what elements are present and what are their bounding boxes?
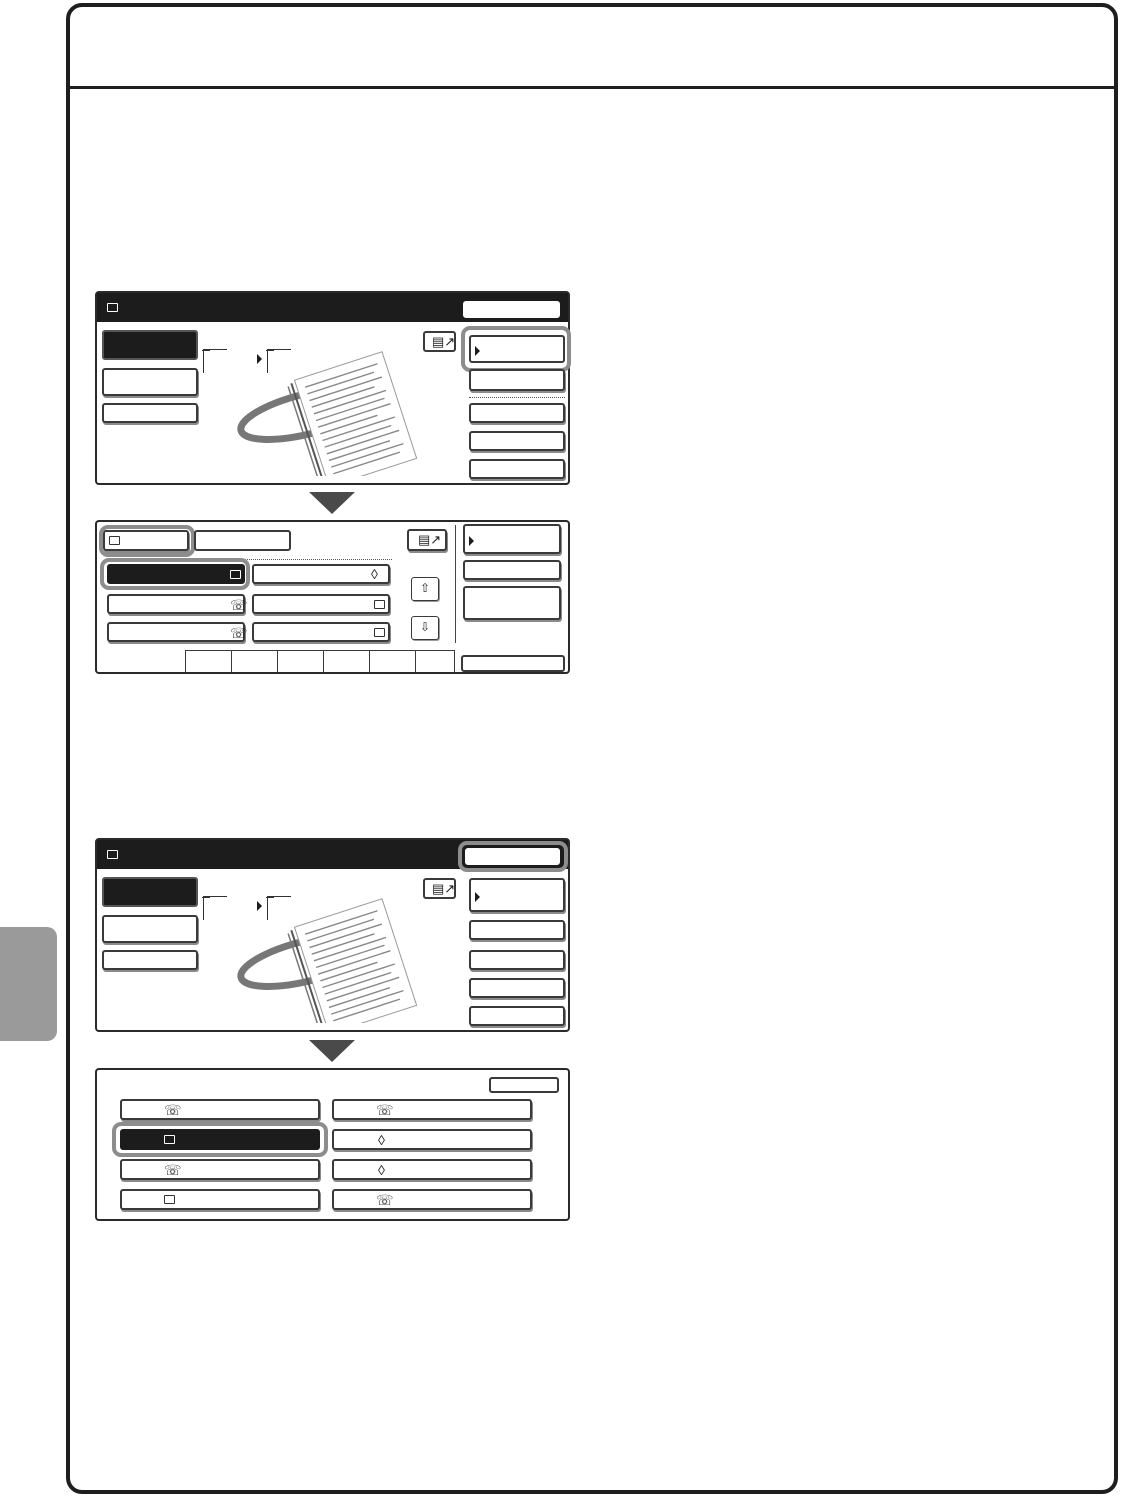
right-divider (455, 525, 456, 643)
right-button-2[interactable] (469, 369, 565, 391)
title-bar (97, 293, 568, 322)
internet-fax-icon: ◊ (378, 1162, 385, 1178)
machine-icon-button[interactable] (423, 878, 456, 899)
down-arrow-icon (309, 1040, 355, 1062)
chapter-tab (0, 927, 57, 1041)
entry-phone-2[interactable] (107, 622, 248, 642)
down-arrow-icon (309, 492, 355, 514)
scroll-up-button[interactable] (411, 577, 439, 601)
index-tab-strip (185, 650, 455, 672)
phone-icon: ☏ (164, 1102, 182, 1118)
machine-icon-button[interactable] (407, 529, 447, 551)
fax-main-screen-1 (95, 291, 570, 485)
scroll-up-icon: ⇧ (420, 581, 431, 595)
separator (469, 397, 565, 398)
right-button-3[interactable] (469, 950, 565, 970)
internet-fax-icon: ◊ (378, 1132, 385, 1148)
side-button-2[interactable] (463, 560, 561, 580)
entry-fax-2[interactable] (252, 622, 390, 642)
machine-icon: ▤↗ (432, 334, 456, 349)
fax-card-icon (374, 628, 385, 637)
phone-icon: ☏ (376, 1192, 394, 1208)
original-page-icon (203, 349, 227, 373)
highlight-selected-entry (100, 558, 250, 590)
fax-main-screen-2 (95, 838, 570, 1032)
right-button-4[interactable] (469, 978, 565, 998)
phone-icon: ☏ (230, 625, 248, 641)
bottom-right-button[interactable] (461, 655, 565, 672)
side-button-1[interactable] (463, 524, 561, 554)
fax-mode-icon (107, 303, 118, 312)
left-menu-button-3[interactable] (102, 403, 198, 423)
right-button-5[interactable] (469, 1006, 565, 1026)
entry-internet-fax-1[interactable] (252, 564, 390, 584)
index-tab-4[interactable] (323, 651, 369, 672)
highlight-index-tab (99, 525, 195, 557)
right-button-5[interactable] (469, 459, 565, 479)
left-menu-button-2[interactable] (102, 915, 198, 943)
left-menu-button-1[interactable] (102, 330, 198, 360)
scroll-down-icon: ⇩ (420, 620, 431, 634)
right-button-3[interactable] (469, 403, 565, 423)
scroll-down-button[interactable] (411, 616, 439, 640)
fax-mode-icon (107, 850, 118, 859)
entry-phone-1[interactable] (107, 594, 248, 614)
grid-entry-internet-fax-1[interactable] (332, 1129, 532, 1150)
left-menu-button-2[interactable] (102, 368, 198, 396)
machine-icon-button[interactable] (423, 331, 456, 352)
phone-icon: ☏ (230, 597, 248, 613)
entry-fax-1[interactable] (252, 594, 390, 614)
title-bar-button[interactable] (463, 301, 560, 318)
original-page-icon (203, 896, 227, 920)
grid-entry-phone-3[interactable] (120, 1159, 320, 1180)
index-tab-1[interactable] (185, 651, 231, 672)
selector-arrow (469, 536, 474, 546)
machine-icon: ▤↗ (432, 881, 456, 896)
machine-icon: ▤↗ (418, 532, 442, 547)
top-right-button[interactable] (489, 1077, 559, 1093)
address-book-list-screen (95, 520, 570, 674)
page-frame (66, 3, 1118, 1494)
grid-entry-phone-4[interactable] (332, 1189, 532, 1210)
highlight-right-top (461, 326, 571, 372)
internet-fax-icon: ◊ (371, 566, 378, 582)
highlight-selected-entry (112, 1122, 328, 1157)
grid-entry-phone-2[interactable] (332, 1099, 532, 1120)
left-menu-button-1[interactable] (102, 877, 198, 907)
left-menu-button-3[interactable] (102, 950, 198, 970)
fax-card-icon (374, 600, 385, 609)
side-button-3[interactable] (463, 586, 561, 620)
phone-icon: ☏ (164, 1162, 182, 1178)
right-button-4[interactable] (469, 431, 565, 451)
grid-entry-phone-1[interactable] (120, 1099, 320, 1120)
index-tab-6[interactable] (415, 651, 455, 672)
selector-arrow (475, 892, 480, 902)
document-illustration (235, 898, 435, 1023)
phone-icon: ☏ (376, 1102, 394, 1118)
right-button-2[interactable] (469, 920, 565, 940)
index-tab-2[interactable] (231, 651, 277, 672)
index-tab-5[interactable] (369, 651, 415, 672)
right-top-button[interactable] (469, 878, 565, 912)
index-tab-3[interactable] (277, 651, 323, 672)
header-rule (70, 86, 1118, 89)
document-illustration (235, 351, 435, 476)
destination-grid-screen (95, 1068, 570, 1221)
highlight-title-bar-button (458, 841, 568, 872)
fax-card-icon (164, 1195, 175, 1204)
group-tab-button[interactable] (194, 530, 291, 551)
grid-entry-internet-fax-2[interactable] (332, 1159, 532, 1180)
grid-entry-fax-1[interactable] (120, 1189, 320, 1210)
